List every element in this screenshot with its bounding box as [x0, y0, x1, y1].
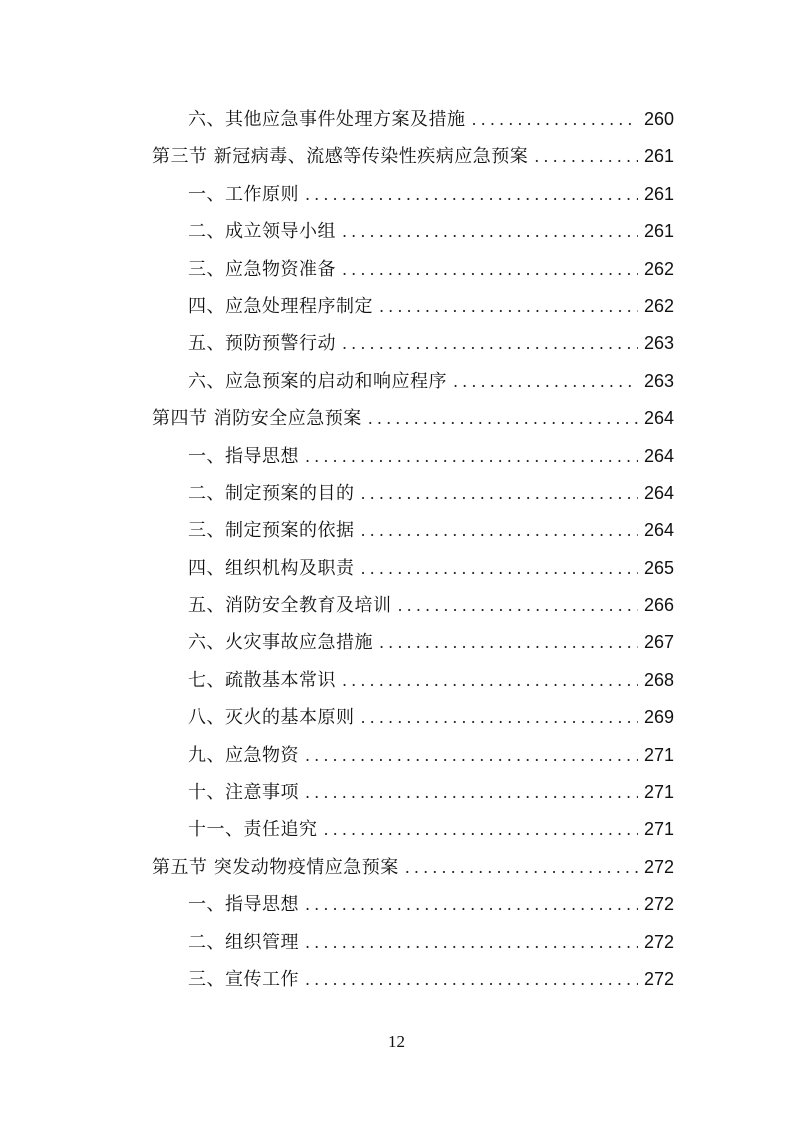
- toc-dot-leader: [305, 438, 638, 475]
- toc-dot-leader: [405, 849, 638, 886]
- toc-entry[interactable]: [152, 325, 674, 362]
- toc-entry-page: 264: [643, 408, 674, 429]
- toc-dot-leader: [379, 288, 638, 325]
- toc-entry-title: 十一、责任追究: [188, 819, 318, 841]
- toc-entry-page: 272: [643, 968, 674, 989]
- toc-entry-title: 六、其他应急事件处理方案及措施: [188, 109, 466, 130]
- toc-entry-title: 二、组织管理: [188, 931, 299, 953]
- toc-dot-leader: [342, 251, 638, 288]
- toc-entry-page: 266: [643, 595, 674, 616]
- toc-dot-leader: [342, 213, 638, 250]
- toc-dot-leader: [368, 400, 638, 437]
- toc-entry-page: 272: [643, 931, 674, 952]
- toc-entry-title: 二、成立领导小组: [188, 221, 336, 243]
- toc-entry-title: 一、工作原则: [188, 183, 299, 205]
- toc-entry[interactable]: [152, 699, 674, 736]
- toc-entry-page: 265: [643, 557, 674, 578]
- toc-entry-title: 五、消防安全教育及培训: [188, 595, 392, 617]
- toc-entry[interactable]: [152, 363, 674, 400]
- toc-dot-leader: [361, 699, 638, 736]
- toc-entry[interactable]: [152, 886, 674, 923]
- toc-entry[interactable]: [152, 475, 674, 512]
- toc-entry[interactable]: [152, 288, 674, 325]
- toc-entry[interactable]: [152, 737, 674, 774]
- toc-entry[interactable]: [152, 101, 674, 138]
- toc-entry-title: 三、宣传工作: [188, 968, 299, 990]
- toc-entry-title: 第三节 新冠病毒、流感等传染性疾病应急预案: [152, 146, 529, 168]
- toc-entry-page: 262: [643, 295, 674, 316]
- toc-entry-page: 271: [643, 819, 674, 840]
- toc-section-entry[interactable]: [152, 849, 674, 886]
- toc-entry-page: 264: [643, 520, 674, 541]
- toc-entry-title: 九、应急物资: [188, 744, 299, 766]
- toc-dot-leader: [342, 662, 638, 699]
- toc-entry-title: 六、应急预案的启动和响应程序: [188, 370, 447, 392]
- toc-entry-page: 271: [643, 744, 674, 765]
- toc-entry-title: 四、应急处理程序制定: [188, 295, 373, 317]
- toc-dot-leader: [472, 101, 638, 138]
- toc-entry[interactable]: [152, 438, 674, 475]
- toc-section-entry[interactable]: [152, 400, 674, 437]
- toc-entry[interactable]: [152, 587, 674, 624]
- toc-dot-leader: [361, 550, 638, 587]
- toc-entry-page: 260: [643, 109, 674, 129]
- toc-entry-page: 261: [643, 146, 674, 167]
- toc-entry-page: 269: [643, 707, 674, 728]
- toc-entry[interactable]: [152, 512, 674, 549]
- toc-dot-leader: [324, 811, 638, 848]
- toc-dot-leader: [361, 512, 638, 549]
- toc-entry[interactable]: [152, 251, 674, 288]
- toc-entry[interactable]: [152, 624, 674, 661]
- page-number: 12: [388, 1032, 405, 1051]
- toc-dot-leader: [534, 138, 638, 175]
- toc-entry-title: 八、灭火的基本原则: [188, 707, 355, 729]
- toc-dot-leader: [305, 774, 638, 811]
- toc-entry[interactable]: [152, 550, 674, 587]
- toc-dot-leader: [305, 176, 638, 213]
- table-of-contents: [152, 101, 674, 998]
- toc-entry-page: 261: [643, 221, 674, 242]
- toc-entry-title: 六、火灾事故应急措施: [188, 632, 373, 654]
- toc-entry-title: 一、指导思想: [188, 894, 299, 916]
- toc-dot-leader: [398, 587, 638, 624]
- toc-section-entry[interactable]: [152, 138, 674, 175]
- toc-entry-page: 262: [643, 258, 674, 279]
- toc-entry-title: 二、制定预案的目的: [188, 482, 355, 504]
- toc-dot-leader: [379, 624, 638, 661]
- toc-dot-leader: [361, 475, 638, 512]
- toc-entry-title: 四、组织机构及职责: [188, 557, 355, 579]
- toc-entry[interactable]: [152, 213, 674, 250]
- toc-entry-page: 272: [643, 856, 674, 877]
- toc-dot-leader: [342, 325, 638, 362]
- toc-entry-page: 271: [643, 782, 674, 803]
- toc-entry-page: 267: [643, 632, 674, 653]
- toc-dot-leader: [305, 737, 638, 774]
- toc-entry-title: 三、制定预案的依据: [188, 520, 355, 542]
- toc-entry-page: 272: [643, 894, 674, 915]
- toc-entry-title: 五、预防预警行动: [188, 333, 336, 355]
- toc-entry[interactable]: [152, 774, 674, 811]
- toc-entry-title: 一、指导思想: [188, 445, 299, 467]
- toc-entry-title: 三、应急物资准备: [188, 258, 336, 280]
- toc-entry[interactable]: [152, 662, 674, 699]
- toc-entry-page: 261: [643, 183, 674, 204]
- toc-entry-page: 263: [643, 333, 674, 354]
- toc-entry-title: 第四节 消防安全应急预案: [152, 408, 362, 430]
- toc-entry[interactable]: [152, 961, 674, 998]
- toc-entry[interactable]: [152, 176, 674, 213]
- toc-entry[interactable]: [152, 811, 674, 848]
- toc-entry-page: 264: [643, 482, 674, 503]
- toc-entry-title: 第五节 突发动物疫情应急预案: [152, 856, 399, 878]
- toc-entry-page: 263: [643, 370, 674, 391]
- toc-entry[interactable]: [152, 924, 674, 961]
- toc-entry-page: 268: [643, 669, 674, 690]
- toc-dot-leader: [305, 961, 638, 998]
- toc-dot-leader: [453, 363, 638, 400]
- toc-dot-leader: [305, 924, 638, 961]
- toc-entry-title: 七、疏散基本常识: [188, 669, 336, 691]
- toc-entry-page: 264: [643, 445, 674, 466]
- toc-entry-title: 十、注意事项: [188, 782, 299, 804]
- toc-dot-leader: [305, 886, 638, 923]
